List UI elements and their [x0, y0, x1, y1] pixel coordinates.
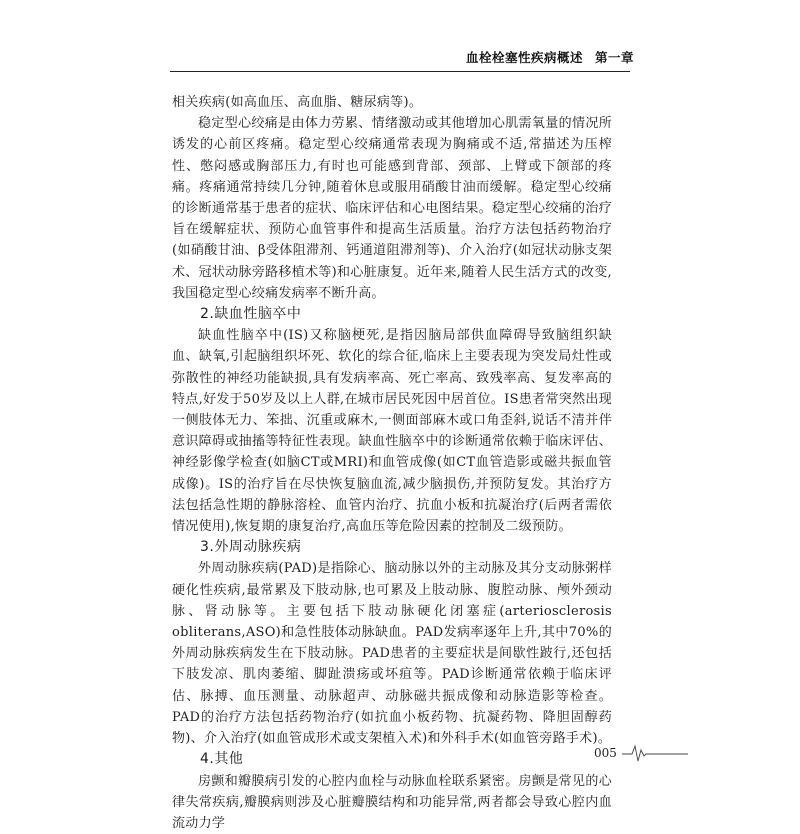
- running-head-chapter: 第一章: [595, 50, 634, 65]
- paragraph-peripheral-artery-disease: 外周动脉疾病(PAD)是指除心、脑动脉以外的主动脉及其分支动脉粥样硬化性疾病,最常累及下肢动脉,也可累及上肢动脉、腹腔动脉、颅外颈动脉、肾动脉等。主要包括下肢动脉硬化闭塞症(arteriosclerosis obliterans,ASO)和急性肢体动脉缺血。PAD发病率逐年上升,其中70%的外周动脉疾病发生在下肢动脉。PAD患者的主要症状是间歇性跛行,还包括下肢发凉、肌肉萎缩、脚趾溃疡或坏疽等。PAD诊断通常依赖于临床评估、脉搏、血压测量、动脉超声、动脉磁共振成像和动脉造影等检查。PAD的治疗方法包括药物治疗(如抗血小板药物、抗凝药物、降胆固醇药物)、介入治疗(如血管成形术或支架植入术)和外科手术(如血管旁路手术)。: [172, 558, 612, 749]
- running-head: [466, 48, 634, 66]
- paragraph-other: 房颤和瓣膜病引发的心腔内血栓与动脉血栓联系紧密。房颤是常见的心律失常疾病,瓣膜病则涉及心脏瓣膜结构和功能异常,两者都会导致心腔内血流动力学: [172, 771, 612, 834]
- page-footer: [594, 742, 794, 766]
- heading-ischemic-stroke: 2.缺血性脑卒中: [172, 304, 612, 325]
- body-text: [172, 92, 612, 834]
- heading-other: 4.其他: [172, 749, 612, 770]
- paragraph-stable-angina: 稳定型心绞痛是由体力劳累、情绪激动或其他增加心肌需氧量的情况所诱发的心前区疼痛。稳定型心绞痛通常表现为胸痛或不适,常描述为压榨性、憋闷感或胸部压力,有时也可能感到背部、颈部、上臂或下颌部的疼痛。疼痛通常持续几分钟,随着休息或服用硝酸甘油而缓解。稳定型心绞痛的诊断通常基于患者的症状、临床评估和心电图结果。稳定型心绞痛的治疗旨在缓解症状、预防心血管事件和提高生活质量。治疗方法包括药物治疗(如硝酸甘油、β受体阻滞剂、钙通道阻滞剂等)、介入治疗(如冠状动脉支架术、冠状动脉旁路移植术等)和心脏康复。近年来,随着人民生活方式的改变,我国稳定型心绞痛发病率不断升高。: [172, 113, 612, 304]
- header-rule: [170, 71, 630, 72]
- paragraph-ischemic-stroke: 缺血性脑卒中(IS)又称脑梗死,是指因脑局部供血障碍导致脑组织缺血、缺氧,引起脑组织坏死、软化的综合征,临床上主要表现为突发局灶性或弥散性的神经功能缺损,具有发病率高、死亡率高、致残率高、复发率高的特点,好发于50岁及以上人群,在城市居民死因中居首位。IS患者常突然出现一侧肢体无力、笨拙、沉重或麻木,一侧面部麻木或口角歪斜,说话不清并伴意识障碍或抽搐等特征性表现。缺血性脑卒中的诊断通常依赖于临床评估、神经影像学检查(如脑CT或MRI)和血管成像(如CT血管造影或磁共振血管成像)。IS的治疗旨在尽快恢复脑血流,减少脑损伤,并预防复发。其治疗方法包括急性期的静脉溶栓、血管内治疗、抗血小板和抗凝治疗(后两者需依情况使用),恢复期的康复治疗,高血压等危险因素的控制及二级预防。: [172, 325, 612, 537]
- page-number: 005: [594, 746, 617, 760]
- running-head-title: 血栓栓塞性疾病概述: [466, 50, 583, 65]
- heading-peripheral-artery-disease: 3.外周动脉疾病: [172, 537, 612, 558]
- paragraph-continued: 相关疾病(如高血压、高血脂、糖尿病等)。: [172, 92, 612, 113]
- ecg-pulse-icon: [622, 742, 688, 764]
